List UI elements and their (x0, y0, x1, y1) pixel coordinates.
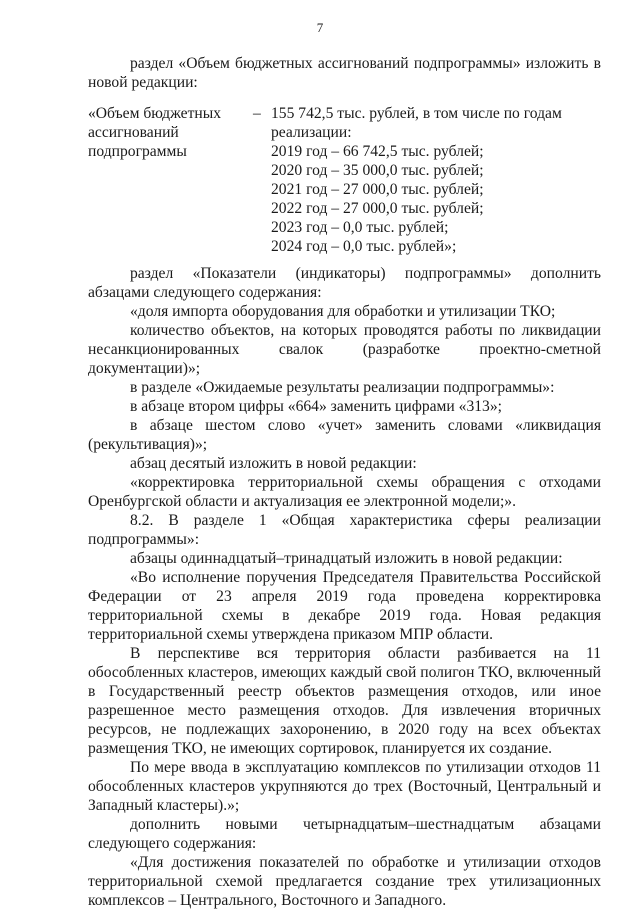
section-heading-8-2: 8.2. В разделе 1 «Общая характеристика сферы реализации подпрограммы»: (88, 512, 601, 548)
page-number: 7 (316, 20, 324, 35)
budget-year-line: 2019 год – 66 742,5 тыс. рублей; (271, 143, 484, 160)
paragraph: В перспективе вся территория области разбивается на 11 обособленных кластеров, имеющих каждый свой полигон ТКО, включенный в Государственный реестр объектов размещения отходов, или иное разрешенное место размещения отходов. Для извлечения вторичных ресурсов, не подлежащих захоронению, в 2020 году на всех объектах размещения ТКО, не имеющих сортировок, планируется их создание. (88, 645, 601, 757)
paragraph: абзацы одиннадцатый–тринадцатый изложить в новой редакции: (130, 550, 563, 567)
budget-year-line: 2024 год – 0,0 тыс. рублей»; (271, 238, 457, 255)
budget-table-label (88, 104, 253, 256)
budget-year-line: 2022 год – 27 000,0 тыс. рублей; (271, 200, 484, 217)
budget-label-line: ассигнований (88, 124, 179, 141)
budget-table (88, 104, 601, 256)
document-body (88, 54, 601, 910)
paragraph: раздел «Показатели (индикаторы) подпрограммы» дополнить абзацами следующего содержания: (88, 265, 601, 301)
intro-paragraph: раздел «Объем бюджетных ассигнований подпрограммы» изложить в новой редакции: (88, 55, 601, 91)
budget-year-line: 2021 год – 27 000,0 тыс. рублей; (271, 181, 484, 198)
budget-dash: – (253, 105, 261, 122)
paragraph: в абзаце втором цифры «664» заменить цифрами «313»; (130, 398, 502, 415)
budget-label-line: подпрограммы (88, 143, 187, 160)
budget-table-values (271, 104, 601, 256)
paragraph: По мере ввода в эксплуатацию комплексов по утилизации отходов 11 обособленных кластеров укрупняются до трех (Восточный, Центральный и Западный кластеры).»; (88, 759, 601, 814)
paragraph: «Во исполнение поручения Председателя Правительства Российской Федерации от 23 апреля 2019 года проведена корректировка территориальной схемы в декабре 2019 года. Новая редакция территориальной схемы утверждена приказом МПР области. (88, 569, 601, 643)
paragraph: в разделе «Ожидаемые результаты реализации подпрограммы»: (130, 379, 555, 396)
paragraph: «Для достижения показателей по обработке и утилизации отходов территориальной схемой предлагается создание трех утилизационных комплексов – Центрального, Восточного и Западного. (88, 854, 601, 909)
paragraph: количество объектов, на которых проводятся работы по ликвидации несанкционированных свалок (разработке проектно-сметной документации)»; (88, 322, 601, 377)
paragraph: в абзаце шестом слово «учет» заменить словами «ликвидация (рекультивация)»; (88, 417, 601, 453)
budget-value-line: 155 742,5 тыс. рублей, в том числе по годам (271, 105, 562, 122)
budget-value-line: реализации: (271, 124, 352, 141)
paragraph: абзац десятый изложить в новой редакции: (130, 455, 417, 472)
paragraph: дополнить новыми четырнадцатым–шестнадцатым абзацами следующего содержания: (88, 816, 601, 852)
budget-year-line: 2020 год – 35 000,0 тыс. рублей; (271, 162, 484, 179)
paragraph: «доля импорта оборудования для обработки и утилизации ТКО; (130, 303, 556, 320)
budget-label-line: «Объем бюджетных (88, 105, 222, 122)
budget-year-line: 2023 год – 0,0 тыс. рублей; (271, 219, 449, 236)
paragraph: «корректировка территориальной схемы обращения с отходами Оренбургской области и актуализация ее электронной модели;». (88, 474, 601, 510)
